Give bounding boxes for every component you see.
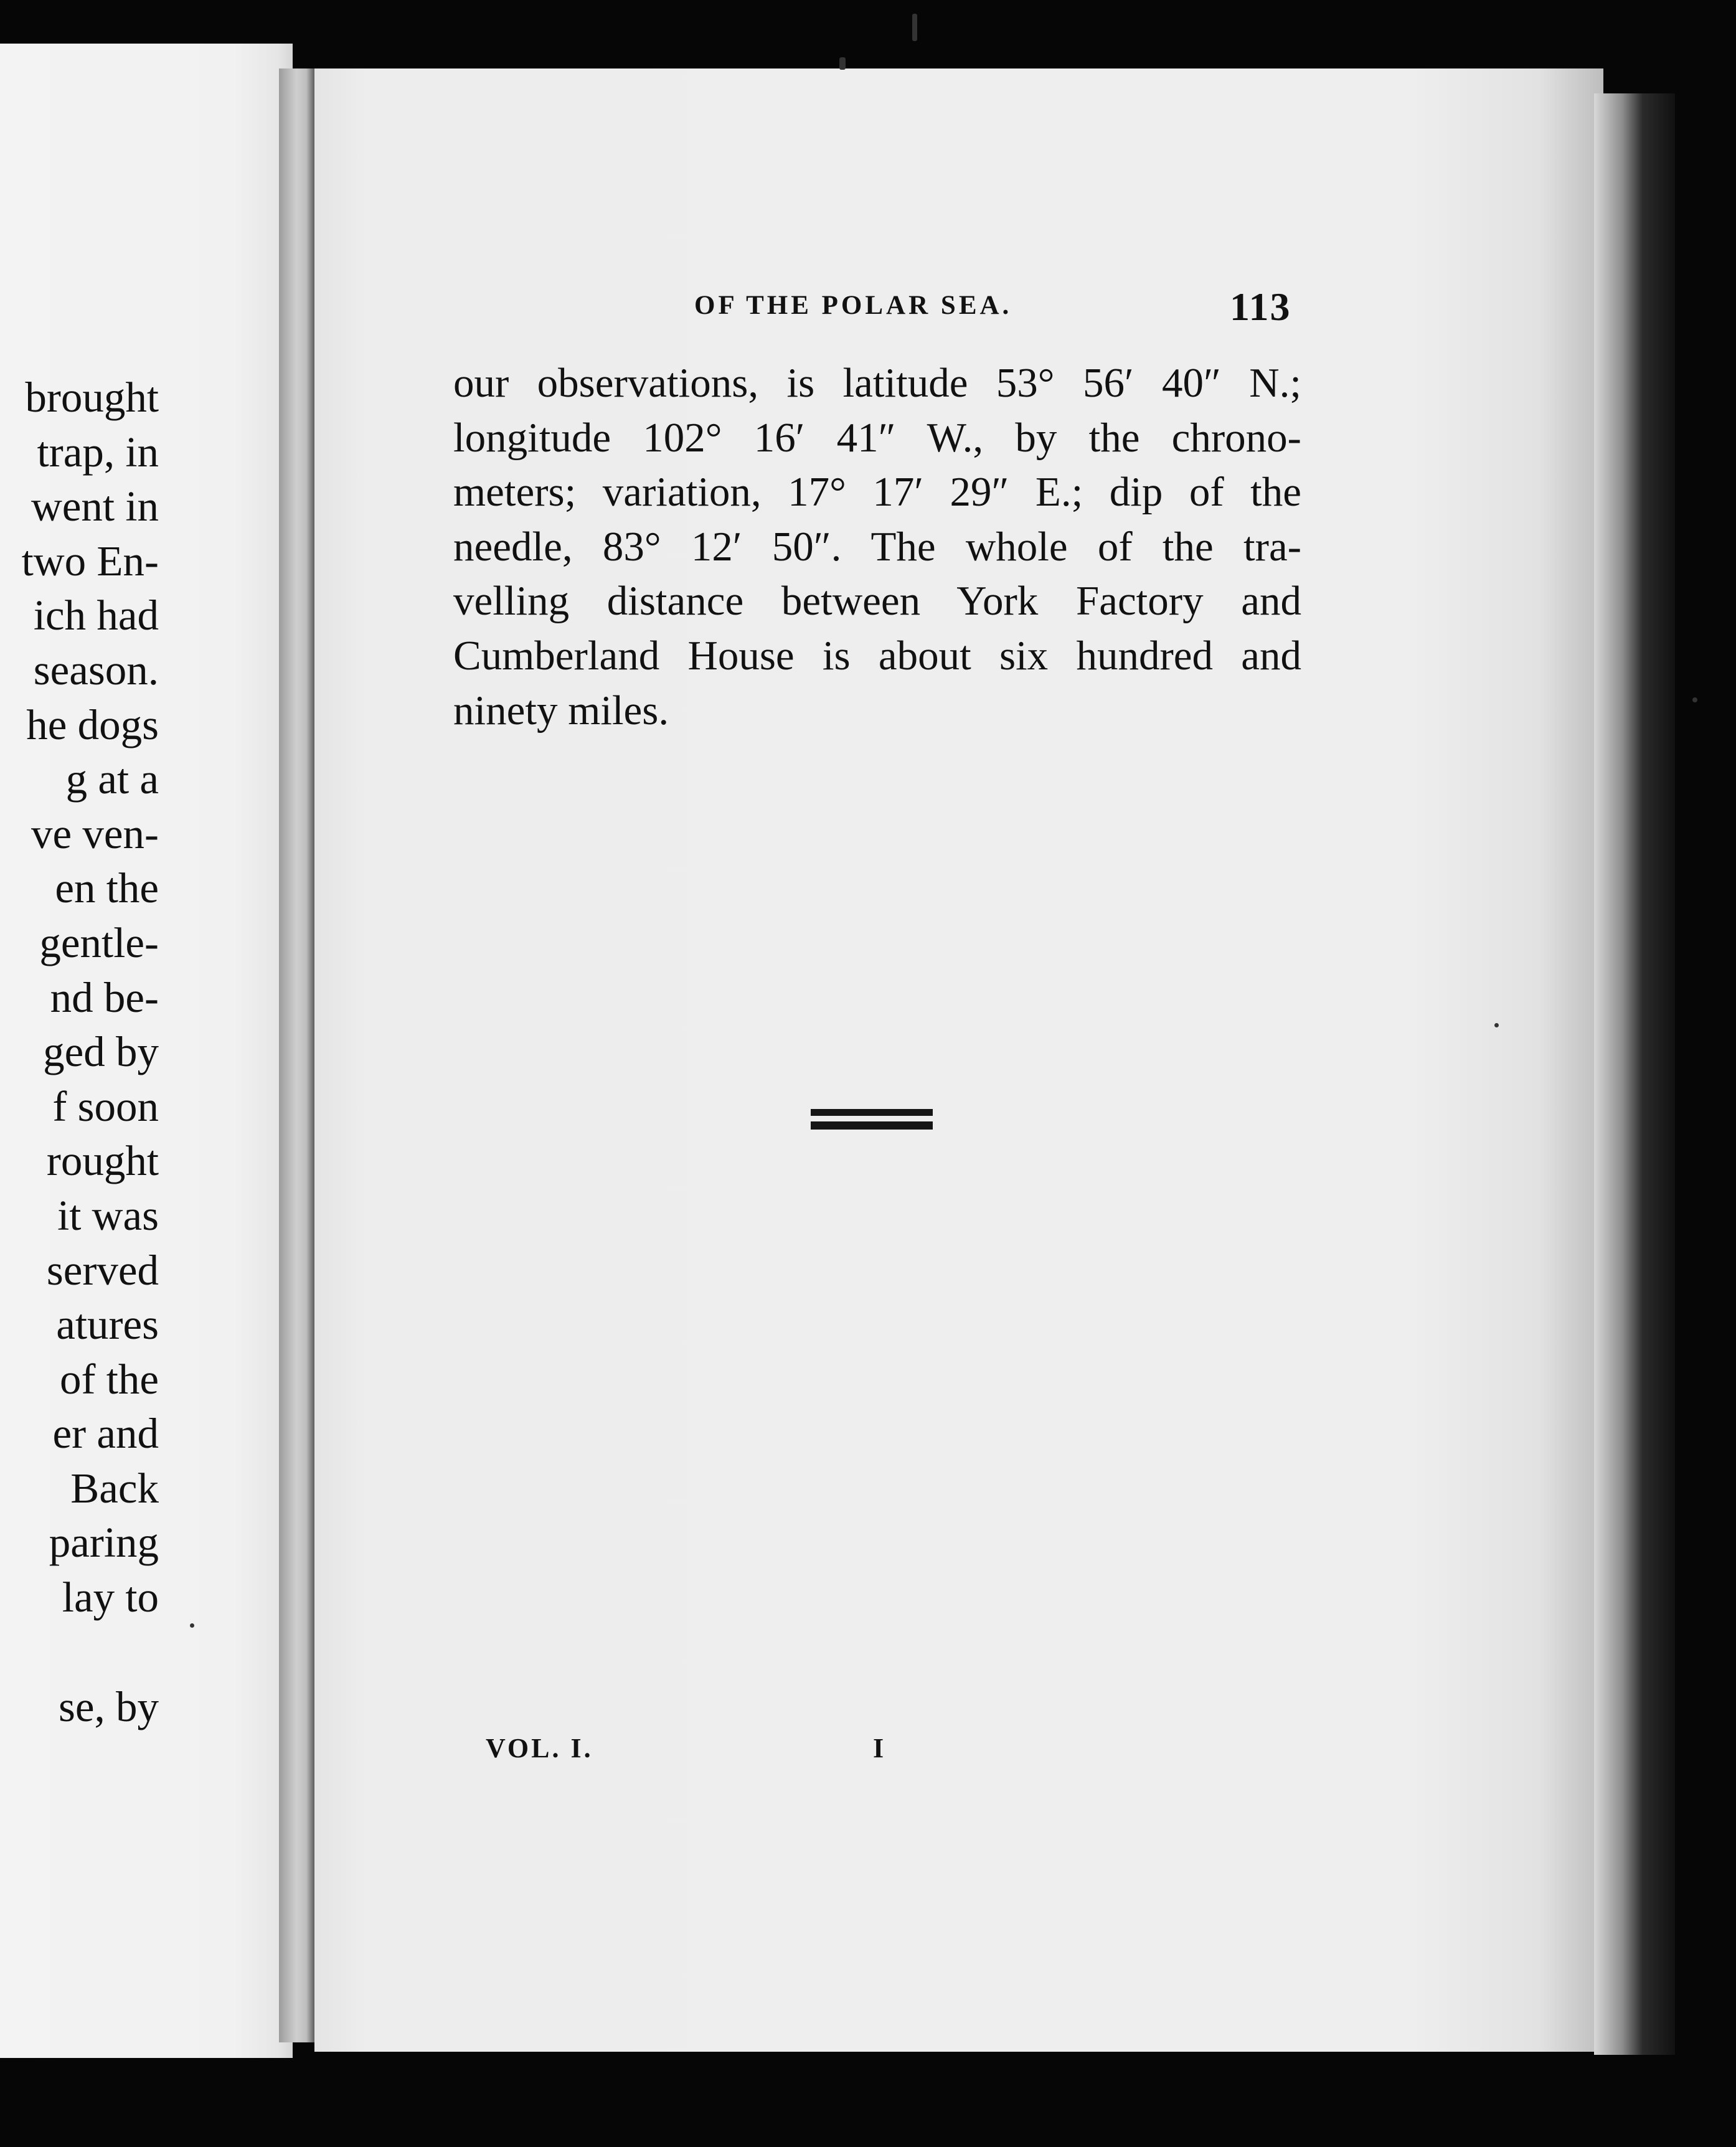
left-line: rought <box>46 1137 159 1185</box>
left-line: of the <box>59 1355 159 1403</box>
left-page-text <box>22 370 159 1734</box>
rule-line-lower <box>811 1121 933 1130</box>
left-line: went in <box>31 483 159 531</box>
left-line: served <box>46 1246 159 1294</box>
left-line: nd be- <box>50 973 159 1021</box>
left-line: trap, in <box>37 428 159 476</box>
left-line: ged by <box>43 1028 159 1076</box>
left-line: f soon <box>52 1082 159 1130</box>
left-line: paring <box>49 1519 159 1567</box>
text-line: ninety miles. <box>453 687 669 734</box>
text-line: longitude 102° 16′ 41″ W., by the chrono- <box>453 414 1301 461</box>
left-line: se, by <box>59 1682 159 1730</box>
text-line: Cumberland House is about six hundred and <box>453 632 1301 679</box>
running-head: OF THE POLAR SEA. <box>694 291 1012 320</box>
body-text <box>453 356 1301 738</box>
left-line: ve ven- <box>31 809 159 857</box>
left-line: atures <box>56 1301 159 1349</box>
left-line: lay to <box>62 1574 159 1621</box>
left-line: g at a <box>65 755 159 803</box>
paper-speck <box>1692 697 1697 702</box>
left-line: it was <box>57 1191 159 1239</box>
left-line: gentle- <box>39 918 159 966</box>
left-line: season. <box>33 646 159 694</box>
text-line: our observations, is latitude 53° 56′ 40″ N.; <box>453 360 1301 406</box>
left-line: brought <box>25 374 159 421</box>
left-page <box>0 44 293 2058</box>
text-line: velling distance between York Factory and <box>453 578 1301 625</box>
rule-line-upper <box>811 1109 933 1116</box>
page-number: 113 <box>1230 285 1291 329</box>
left-line: Back <box>70 1464 159 1512</box>
signature-mark: I <box>873 1733 884 1763</box>
left-line: two En- <box>21 537 159 585</box>
volume-signature: VOL. I. <box>486 1733 593 1763</box>
page-edge <box>1594 93 1675 2055</box>
left-line: en the <box>55 864 159 912</box>
left-line: er and <box>52 1410 159 1458</box>
paper-speck <box>912 14 917 41</box>
paper-speck <box>1494 1023 1499 1027</box>
paper-speck <box>839 57 846 70</box>
paper-speck <box>190 1623 194 1628</box>
left-line: he dogs <box>26 701 159 748</box>
left-line: ich had <box>33 592 159 639</box>
text-line: meters; variation, 17° 17′ 29″ E.; dip of the <box>453 469 1301 516</box>
section-end-rule <box>811 1109 933 1130</box>
text-line: needle, 83° 12′ 50″. The whole of the tra- <box>453 523 1301 570</box>
